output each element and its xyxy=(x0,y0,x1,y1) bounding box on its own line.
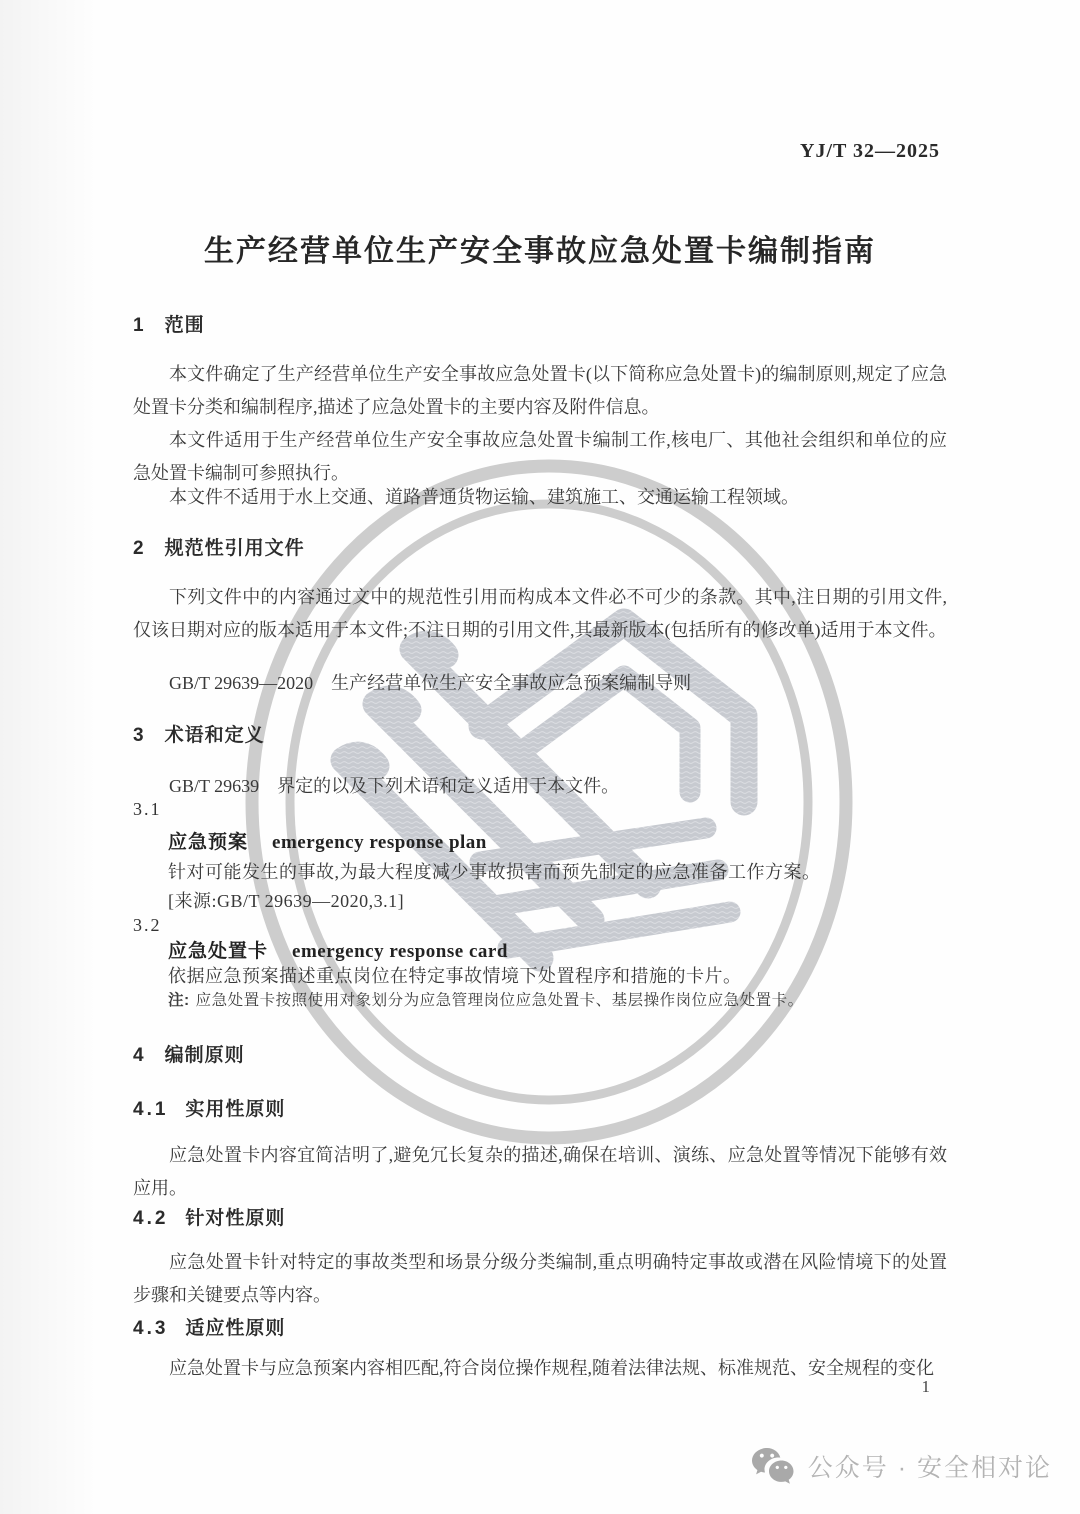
term-number: 3.2 xyxy=(133,915,162,935)
term-entry xyxy=(168,827,487,854)
page-title: 生产经营单位生产安全事故应急处置卡编制指南 xyxy=(204,235,876,268)
section-3-label: 术语和定义 xyxy=(164,725,265,746)
section-4-3-heading xyxy=(133,1313,285,1340)
section-3-heading xyxy=(133,720,265,747)
section-4-1-heading xyxy=(133,1094,285,1121)
normative-reference: GB/T 29639—2020 生产经营单位生产安全事故应急预案编制导则 xyxy=(169,673,692,693)
section-4-3-label: 适应性原则 xyxy=(185,1318,286,1339)
section-1-heading xyxy=(133,310,205,337)
paragraph: 应急处置卡针对特定的事故类型和场景分级分类编制,重点明确特定事故或潜在风险情境下的处置步骤和关键要点等内容。 xyxy=(133,1252,947,1305)
term-entry xyxy=(168,936,508,963)
section-1-number: 1 xyxy=(133,315,145,336)
footer-brand xyxy=(750,1446,1052,1486)
section-2-heading xyxy=(133,533,305,560)
term-source: [来源:GB/T 29639—2020,3.1] xyxy=(168,891,405,911)
term-definition: 依据应急预案描述重点岗位在特定事故情境下处置程序和措施的卡片。 xyxy=(168,966,742,986)
section-2-number: 2 xyxy=(133,538,145,559)
section-4-1-label: 实用性原则 xyxy=(185,1099,286,1120)
paragraph: 本文件不适用于水上交通、道路普通货物运输、建筑施工、交通运输工程领域。 xyxy=(169,487,799,507)
section-4-1-number: 4.1 xyxy=(133,1099,169,1120)
term-note xyxy=(168,988,947,1014)
term-definition: 针对可能发生的事故,为最大程度减少事故损害而预先制定的应急准备工作方案。 xyxy=(168,862,821,882)
section-4-2-number: 4.2 xyxy=(133,1208,169,1229)
term-number: 3.1 xyxy=(133,799,162,819)
paragraph: 应急处置卡内容宜简洁明了,避免冗长复杂的描述,确保在培训、演练、应急处置等情况下能够有效应用。 xyxy=(133,1145,947,1198)
paragraph: 应急处置卡与应急预案内容相匹配,符合岗位操作规程,随着法律法规、标准规范、安全规程的变化 xyxy=(169,1358,934,1378)
note-label: 注: xyxy=(168,992,190,1009)
term-en: emergency response card xyxy=(292,941,508,962)
section-4-2-label: 针对性原则 xyxy=(185,1208,286,1229)
section-4-heading xyxy=(133,1040,245,1067)
section-4-2-heading xyxy=(133,1203,285,1230)
section-1-label: 范围 xyxy=(164,315,205,336)
page-number: 1 xyxy=(921,1377,930,1396)
paragraph: 下列文件中的内容通过文中的规范性引用而构成本文件必不可少的条款。其中,注日期的引用文件,仅该日期对应的版本适用于本文件;不注日期的引用文件,其最新版本(包括所有的修改单)适用于本文件。 xyxy=(133,587,947,640)
standard-code: YJ/T 32—2025 xyxy=(800,140,940,162)
wechat-icon xyxy=(750,1446,796,1486)
term-zh: 应急处置卡 xyxy=(168,941,269,962)
term-en: emergency response plan xyxy=(272,832,487,853)
section-4-label: 编制原则 xyxy=(164,1045,245,1066)
section-4-3-number: 4.3 xyxy=(133,1318,169,1339)
terms-intro: GB/T 29639 界定的以及下列术语和定义适用于本文件。 xyxy=(169,776,620,796)
note-text: 应急处置卡按照使用对象划分为应急管理岗位应急处置卡、基层操作岗位应急处置卡。 xyxy=(195,992,804,1009)
footer-brand-label: 公众号 · 安全相对论 xyxy=(807,1454,1052,1482)
section-4-number: 4 xyxy=(133,1045,145,1066)
section-2-label: 规范性引用文件 xyxy=(164,538,305,559)
paragraph: 本文件确定了生产经营单位生产安全事故应急处置卡(以下简称应急处置卡)的编制原则,规定了应急处置卡分类和编制程序,描述了应急处置卡的主要内容及附件信息。 xyxy=(133,364,947,417)
term-zh: 应急预案 xyxy=(168,832,249,853)
paragraph: 本文件适用于生产经营单位生产安全事故应急处置卡编制工作,核电厂、其他社会组织和单位的应急处置卡编制可参照执行。 xyxy=(133,430,947,483)
section-3-number: 3 xyxy=(133,725,145,746)
